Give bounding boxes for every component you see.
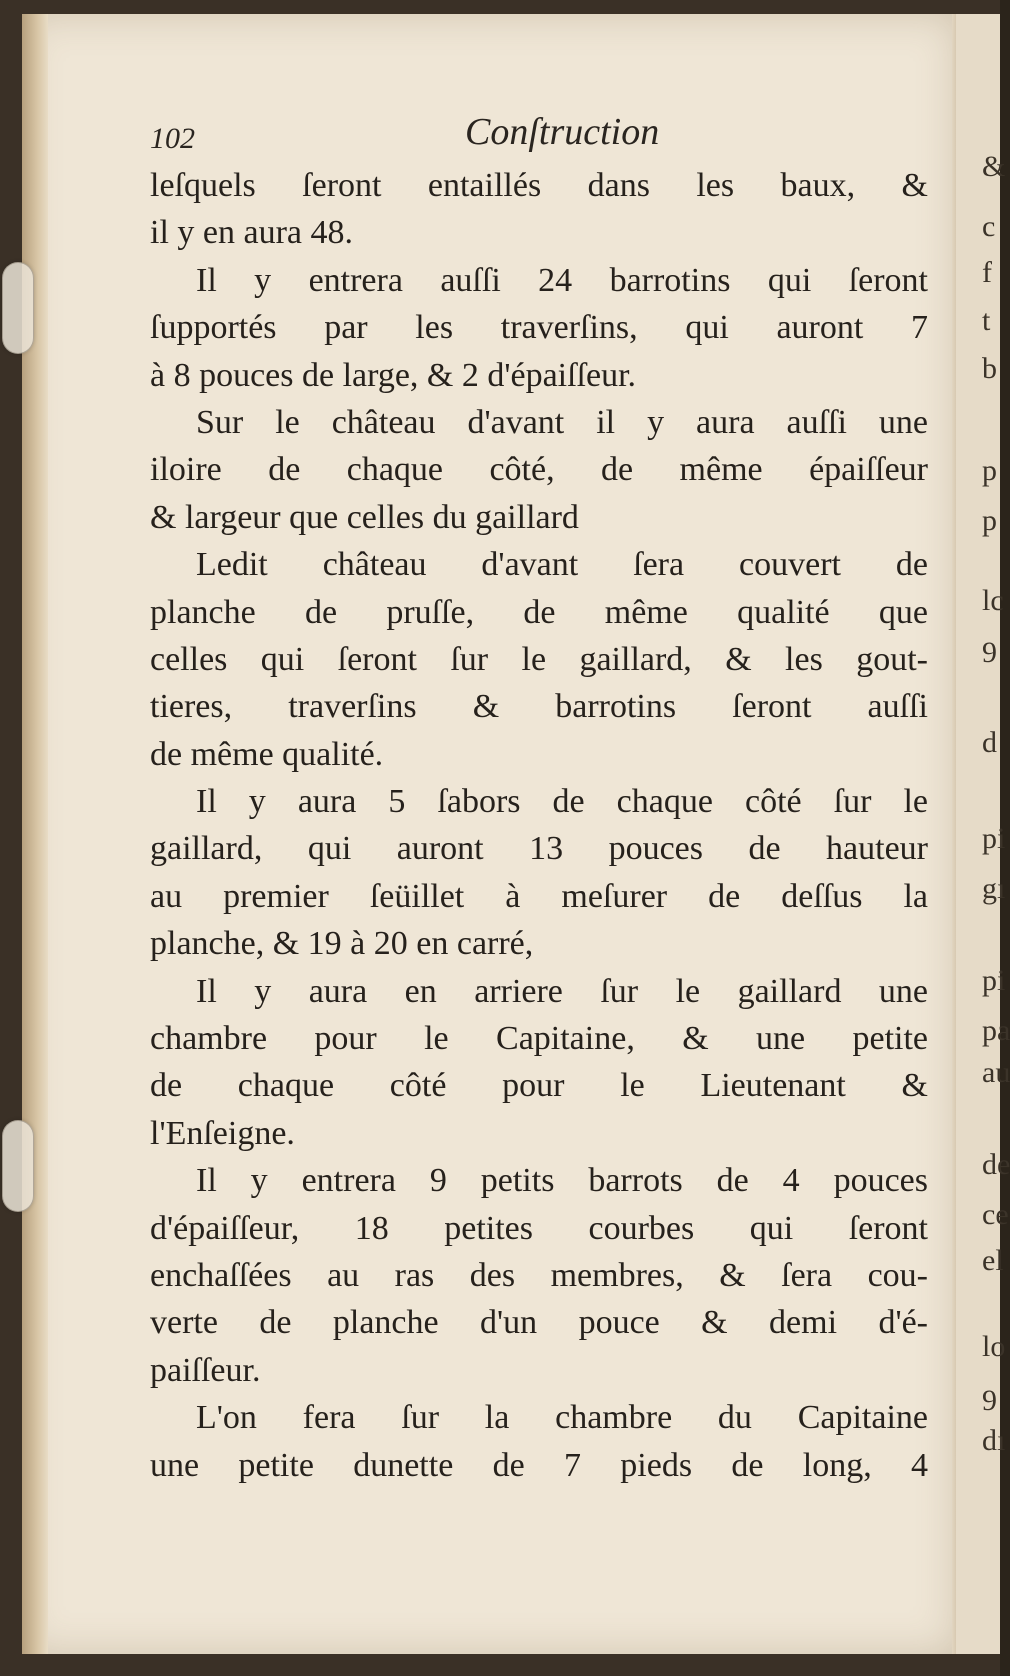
text-line: d'épaiſſeur, 18 petites courbes qui ſeront xyxy=(150,1209,928,1247)
facing-fragment: de xyxy=(982,1148,1010,1181)
text-line: Il y aura en arriere ſur le gaillard une xyxy=(196,972,928,1010)
text-line: Ledit château d'avant ſera couvert de xyxy=(196,546,928,584)
text-line: au premier ſeüillet à meſurer de deſſus la xyxy=(150,877,928,915)
facing-fragment: el xyxy=(982,1244,1004,1277)
text-line: celles qui ſeront ſur le gaillard, & les gout- xyxy=(150,640,928,678)
facing-fragment: dı xyxy=(982,1424,1006,1457)
text-line: l'Enſeigne. xyxy=(150,1114,295,1152)
facing-fragment: gı xyxy=(982,872,1006,905)
facing-fragment: p xyxy=(982,454,997,487)
facing-fragment: b xyxy=(982,352,997,385)
page-number: 102 xyxy=(150,122,195,155)
facing-fragment: lc xyxy=(982,584,1004,617)
facing-fragment: pa xyxy=(982,1014,1010,1047)
page-clip-top xyxy=(2,262,34,354)
text-line: chambre pour le Capitaine, & une petite xyxy=(150,1020,928,1058)
text-line: iloire de chaque côté, de même épaiſſeur xyxy=(150,451,928,489)
text-line: de chaque côté pour le Lieutenant & xyxy=(150,1067,928,1105)
text-line: gaillard, qui auront 13 pouces de hauteur xyxy=(150,830,928,868)
body-text xyxy=(150,162,928,1489)
text-line: & largeur que celles du gaillard xyxy=(150,498,579,536)
text-line: à 8 pouces de large, & 2 d'épaiſſeur. xyxy=(150,356,637,394)
facing-fragment: t xyxy=(982,304,991,337)
facing-fragment: pi xyxy=(982,964,1006,997)
facing-fragment: f xyxy=(982,256,992,289)
text-line: il y en aura 48. xyxy=(150,214,353,252)
facing-fragment: & xyxy=(982,150,1006,183)
facing-fragment: au xyxy=(982,1056,1010,1089)
facing-fragment: ce xyxy=(982,1198,1009,1231)
text-line: Il y entrera auſſi 24 barrotins qui ſeront xyxy=(196,261,928,299)
facing-fragment: 9 xyxy=(982,1384,997,1417)
facing-page-edge xyxy=(956,14,1010,1654)
page-left-edge xyxy=(22,14,48,1654)
text-line: leſquels ſeront entaillés dans les baux, & xyxy=(150,167,928,204)
text-line: planche de pruſſe, de même qualité que xyxy=(150,593,928,631)
facing-fragment: 9 xyxy=(982,636,997,669)
text-line: enchaſſées au ras des membres, & ſera cou- xyxy=(150,1256,928,1294)
facing-fragment: p xyxy=(982,504,997,537)
text-line: ſupportés par les traverſins, qui auront 7 xyxy=(150,309,928,347)
page-clip-bottom xyxy=(2,1120,34,1212)
facing-fragment: c xyxy=(982,210,996,243)
text-line: Il y aura 5 ſabors de chaque côté ſur le xyxy=(196,783,928,821)
facing-fragment: pi xyxy=(982,822,1006,855)
text-line: une petite dunette de 7 pieds de long, 4 xyxy=(150,1446,928,1484)
text-line: tieres, traverſins & barrotins ſeront auſſi xyxy=(150,688,928,726)
facing-fragment: lo xyxy=(982,1330,1006,1363)
text-line: paiſſeur. xyxy=(150,1351,261,1389)
text-line: de même qualité. xyxy=(150,735,384,773)
facing-fragment: d xyxy=(982,726,997,759)
text-line: Il y entrera 9 petits barrots de 4 pouces xyxy=(196,1162,928,1200)
text-line: planche, & 19 à 20 en carré, xyxy=(150,925,534,963)
text-line: L'on fera ſur la chambre du Capitaine xyxy=(196,1399,928,1437)
text-line: Sur le château d'avant il y aura auſſi une xyxy=(196,403,928,441)
running-title: Conſtruction xyxy=(465,111,660,153)
text-line: verte de planche d'un pouce & demi d'é- xyxy=(150,1304,928,1342)
page-header xyxy=(150,110,930,160)
